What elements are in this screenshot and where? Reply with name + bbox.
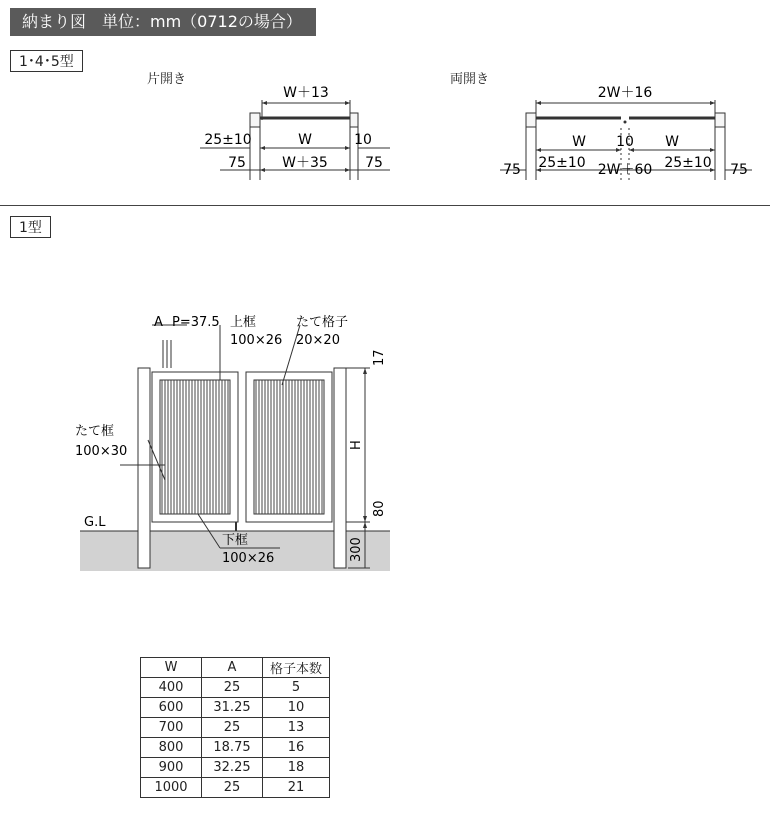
cell-a: 25	[202, 678, 263, 698]
double-left-post: 75	[503, 162, 521, 178]
dim-embed-300: 300	[349, 537, 364, 562]
cell-count: 16	[263, 738, 330, 758]
double-top-dim: 2W＋16	[597, 85, 653, 101]
double-right-post: 75	[730, 162, 748, 178]
double-right-clear: 25±10	[664, 155, 712, 171]
single-left-post: 75	[228, 155, 246, 171]
cell-w: 800	[141, 738, 202, 758]
bottom-frame-size: 100×26	[222, 551, 275, 566]
cell-count: 21	[263, 778, 330, 798]
section-divider	[0, 205, 770, 206]
dim-bottom-80: 80	[372, 500, 387, 517]
table-header-count: 格子本数	[263, 658, 330, 678]
cell-count: 10	[263, 698, 330, 718]
table-row	[141, 698, 330, 718]
cell-w: 1000	[141, 778, 202, 798]
section-tag-145: 1･4･5型	[10, 50, 83, 72]
single-left-clear: 25±10	[204, 132, 252, 148]
cell-count: 18	[263, 758, 330, 778]
table-row	[141, 738, 330, 758]
cell-a: 32.25	[202, 758, 263, 778]
cell-count: 13	[263, 718, 330, 738]
side-frame-size: 100×30	[75, 444, 128, 459]
side-frame-label: たて框	[75, 424, 115, 439]
dim-top-17: 17	[372, 349, 387, 366]
cell-w: 700	[141, 718, 202, 738]
table-row	[141, 718, 330, 738]
double-overall: 2W＋60	[597, 162, 653, 178]
header-title: 納まり図 単位：mm（0712の場合）	[10, 8, 316, 36]
single-width: W	[298, 132, 312, 148]
single-overall: W＋35	[282, 155, 328, 171]
spec-table	[140, 657, 330, 798]
double-swing-plan	[490, 80, 760, 180]
cell-w: 600	[141, 698, 202, 718]
cell-a: 25	[202, 778, 263, 798]
table-row	[141, 758, 330, 778]
single-swing-title: 片開き	[147, 72, 187, 87]
double-center-gap: 10	[616, 134, 634, 150]
single-right-clear: 10	[354, 132, 372, 148]
top-frame-label: 上框	[230, 315, 257, 330]
cell-w: 900	[141, 758, 202, 778]
table-header-w: W	[141, 658, 202, 678]
cell-a: 25	[202, 718, 263, 738]
lattice-size: 20×20	[296, 333, 340, 348]
double-left-clear: 25±10	[538, 155, 586, 171]
table-row	[141, 678, 330, 698]
gate-elevation	[70, 300, 400, 580]
top-frame-size: 100×26	[230, 333, 283, 348]
bottom-frame-label: 下框	[222, 533, 249, 548]
double-leaf-right: W	[665, 134, 679, 150]
single-swing-plan	[190, 80, 410, 180]
section-tag-type1: 1型	[10, 216, 51, 238]
ground-level-label: G.L	[84, 515, 106, 530]
cell-a: 18.75	[202, 738, 263, 758]
single-right-post: 75	[365, 155, 383, 171]
dim-a: A	[154, 315, 163, 330]
cell-a: 31.25	[202, 698, 263, 718]
table-row	[141, 778, 330, 798]
table-header-a: A	[202, 658, 263, 678]
dim-pitch: P=37.5	[172, 315, 220, 330]
cell-w: 400	[141, 678, 202, 698]
single-top-dim: W＋13	[283, 85, 329, 101]
lattice-label: たて格子	[296, 315, 349, 330]
cell-count: 5	[263, 678, 330, 698]
double-swing-title: 両開き	[450, 72, 490, 87]
dim-height-h: H	[349, 440, 364, 450]
double-leaf-left: W	[572, 134, 586, 150]
